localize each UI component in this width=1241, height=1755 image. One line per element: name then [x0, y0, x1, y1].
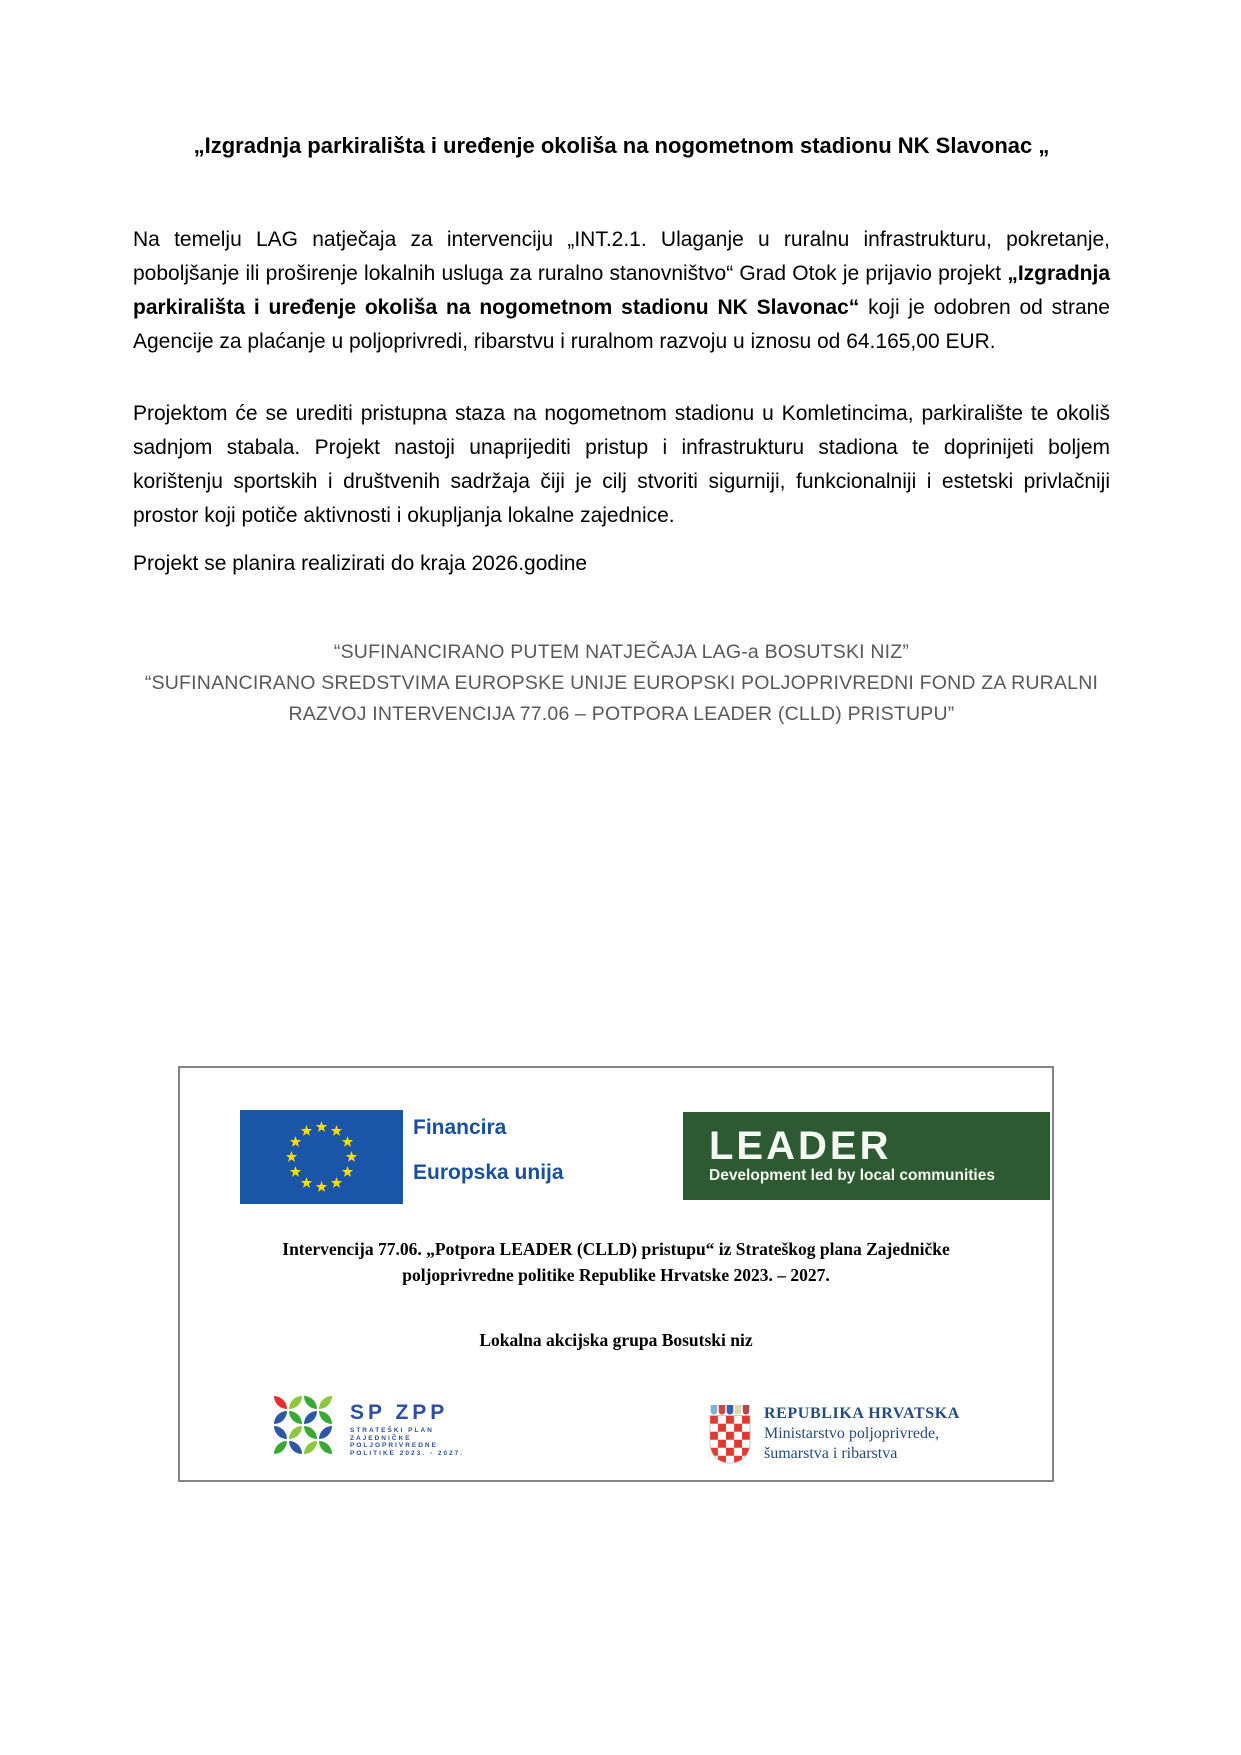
spzpp-subtitle-line-4: POLITIKE 2023. - 2027. — [350, 1449, 465, 1457]
croatia-ministry-logo — [708, 1402, 960, 1464]
spzpp-title: SP ZPP — [350, 1401, 449, 1424]
spzpp-leaf — [319, 1411, 332, 1424]
paragraph-3: Projekt se planira realizirati do kraja 2026.godine — [133, 552, 588, 575]
eu-funding-label — [413, 1116, 564, 1184]
spzpp-leaf — [319, 1441, 332, 1454]
leader-logo-subtitle: Development led by local communities — [709, 1167, 995, 1184]
spzpp-logo — [274, 1396, 464, 1457]
cofinancing-statement — [133, 637, 1110, 730]
croatia-coat-of-arms-icon — [708, 1402, 752, 1464]
spzpp-leaf — [289, 1426, 302, 1439]
paragraph-1-regular-post: koji je odobren od strane Agencije za plaćanje u poljoprivredi, ribarstvu i ruralnom razvoju u iznosu od 64.165,00 EUR. — [133, 296, 1110, 353]
spzpp-leaf — [289, 1441, 302, 1454]
paragraph-2: Projektom će se urediti pristupna staza na nogometnom stadionu u Komletincima, parkiralište te okoliš sadnjom stabala. Projekt nastoji unaprijediti pristup i infrastrukturu stadiona te doprinijeti boljem korištenju sportskih i društvenih sadržaja čiji je cilj stvoriti sigurniji, funkcionalniji i estetski privlačniji prostor koji potiče aktivnosti i okupljanja lokalne zajednice. — [133, 402, 1110, 527]
paragraph-1 — [133, 223, 1110, 359]
spzpp-logo-text — [350, 1396, 464, 1457]
spzpp-leaf — [319, 1396, 332, 1409]
spzpp-leaf — [274, 1411, 287, 1424]
spzpp-leaf — [274, 1426, 287, 1439]
spzpp-subtitle-line-3: POLJOPRIVREDNE — [350, 1442, 438, 1449]
lag-name: Lokalna akcijska grupa Bosutski niz — [479, 1330, 753, 1350]
eu-label-line-1: Financira — [413, 1116, 507, 1139]
document-title: „Izgradnja parkirališta i uređenje okoliša na nogometnom stadionu NK Slavonac „ — [193, 133, 1050, 158]
crown-of-shields — [710, 1405, 749, 1415]
funding-logos-box — [178, 1066, 1054, 1482]
paragraph-1-regular-pre: Na temelju LAG natječaja za intervenciju „INT.2.1. Ulaganje u ruralnu infrastrukturu, pokretanje, poboljšanje ili proširenje lokalnih usluga za ruralno stanovništvo“ Grad Otok je prijavio projekt — [133, 228, 1110, 285]
eu-label-line-2: Europska unija — [413, 1161, 564, 1184]
spzpp-leaf — [304, 1411, 317, 1424]
leader-logo — [683, 1112, 1050, 1200]
intervention-statement: Intervencija 77.06. „Potpora LEADER (CLLD) pristupu“ iz Strateškog plana Zajedničke poljoprivredne politike Republike Hrvatske 2023. – 2027. — [282, 1239, 950, 1285]
spzpp-leaf — [289, 1411, 302, 1424]
cofinancing-line-2: “SUFINANCIRANO SREDSTVIMA EUROPSKE UNIJE EUROPSKI POLJOPRIVREDNI FOND ZA RURALNI RAZVOJ INTERVENCIJA 77.06 – POTPORA LEADER (CLLD) PRISTUPU” — [144, 672, 1099, 725]
spzpp-subtitle — [350, 1427, 464, 1457]
croatia-country-name: REPUBLIKA HRVATSKA — [764, 1405, 960, 1422]
spzpp-leaf — [274, 1441, 287, 1454]
spzpp-leaf — [319, 1426, 332, 1439]
spzpp-subtitle-line-1: STRATEŠKI PLAN — [350, 1427, 434, 1434]
eu-flag-logo — [240, 1110, 403, 1204]
spzpp-leaf — [289, 1396, 302, 1409]
cofinancing-line-1: “SUFINANCIRANO PUTEM NATJEČAJA LAG-a BOSUTSKI NIZ” — [333, 641, 910, 663]
croatia-ministry-text — [764, 1404, 960, 1464]
croatia-ministry-line-1: Ministarstvo poljoprivrede, — [764, 1425, 940, 1442]
paragraph-1-bold-project-name: „Izgradnja parkirališta i uređenje okoliša na nogometnom stadionu NK Slavonac“ — [133, 262, 1110, 319]
spzpp-subtitle-line-2: ZAJEDNIČKE — [350, 1434, 412, 1442]
spzpp-leaf — [304, 1441, 317, 1454]
spzpp-leaf — [304, 1396, 317, 1409]
spzpp-leaf — [304, 1426, 317, 1439]
leader-logo-title: LEADER — [709, 1124, 892, 1168]
spzpp-leaf — [274, 1396, 287, 1409]
spzpp-leaves-icon — [274, 1396, 332, 1454]
croatia-ministry-line-2: šumarstva i ribarstva — [764, 1445, 898, 1462]
